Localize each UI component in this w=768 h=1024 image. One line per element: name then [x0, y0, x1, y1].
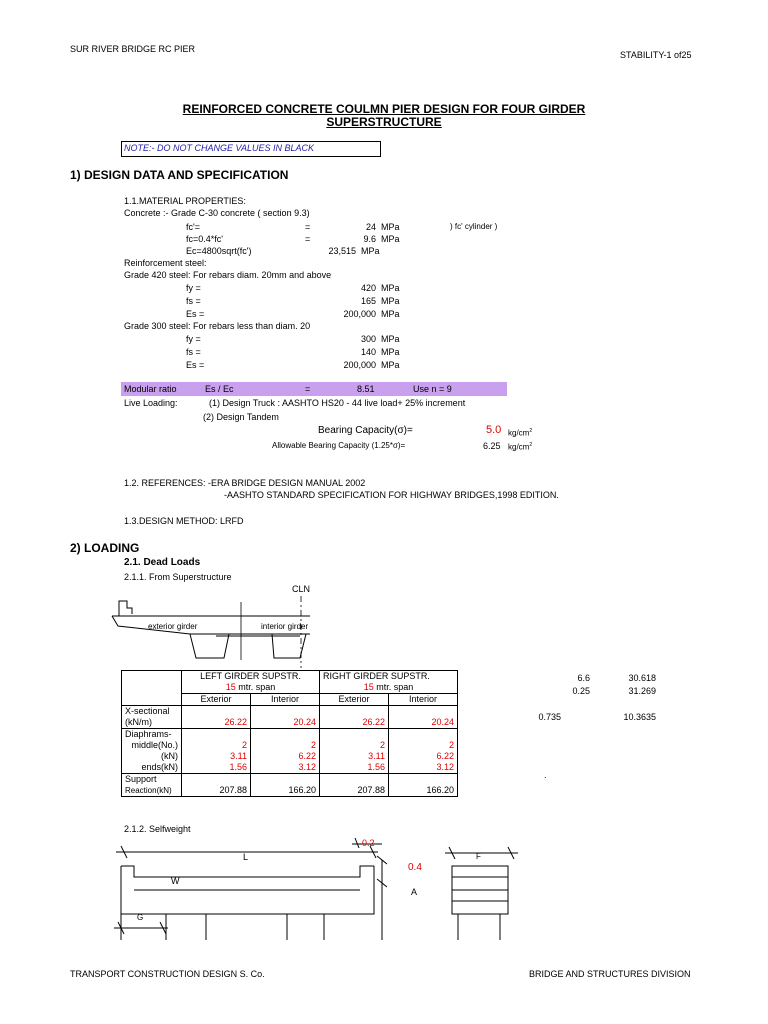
bearing-value: 5.0 [486, 424, 502, 436]
dim-0-2: 0.2 [362, 838, 375, 848]
left-girder-head: LEFT GIRDER SUPSTR. [182, 671, 320, 683]
doc-title-line1: REINFORCED CONCRETE COULMN PIER DESIGN FOR FOUR GIRDER [182, 102, 586, 116]
header-left: SUR RIVER BRIDGE RC PIER [70, 44, 196, 54]
g420-es-value: 200,000 [343, 309, 376, 319]
g420-title: Grade 420 steel: For rebars diam. 20mm and above [124, 270, 332, 280]
xsec-right-ext: 26.22 [320, 717, 389, 729]
g420-fs-value: 165 [360, 296, 376, 306]
allow-bearing-unit: $kg/cm^2$ [508, 442, 533, 452]
g420-fy-label: fy = [186, 283, 201, 293]
g300-title: Grade 300 steel: For rebars less than diam. 20 [124, 321, 311, 331]
reference-2: -AASHTO STANDARD SPECIFICATION FOR HIGHWAY BRIDGES,1998 EDITION. [224, 490, 559, 500]
section2-heading: 2) LOADING [70, 541, 140, 555]
label-A: A [411, 887, 418, 897]
support-4: 166.20 [389, 785, 458, 797]
reference-1: 1.2. REFERENCES: -ERA BRIDGE DESIGN MANUAL 2002 [124, 478, 366, 488]
allow-bearing-value: 6.25 [483, 441, 501, 451]
g300-es-unit: MPa [381, 360, 400, 370]
fc-note: ) fc' cylinder ) [450, 222, 498, 231]
side-value-1b: 30.618 [628, 673, 656, 683]
selfweight-title: 2.1.2. Selfweight [124, 824, 191, 834]
label-F: F [476, 852, 481, 861]
live-loading-2: (2) Design Tandem [203, 412, 279, 422]
g300-fy-unit: MPa [381, 334, 400, 344]
support-label-2: Reaction(kN) [122, 785, 182, 797]
dia-no-4: 2 [389, 740, 458, 751]
live-loading-1: (1) Design Truck : AASHTO HS20 - 44 live load+ 25% increment [209, 398, 466, 408]
fc-value: 24 [365, 222, 376, 232]
note-text: NOTE:- DO NOT CHANGE VALUES IN BLACK [124, 143, 315, 153]
allow-bearing-label: Allowable Bearing Capacity (1.25*σ)= [272, 441, 406, 450]
dim-0-4: 0.4 [408, 862, 422, 873]
material-title: 1.1.MATERIAL PROPERTIES: [124, 196, 246, 206]
fc-label: fc'= [186, 222, 200, 232]
g420-es-unit: MPa [381, 309, 400, 319]
from-superstructure: 2.1.1. From Superstructure [124, 572, 232, 582]
g420-fs-label: fs = [186, 296, 201, 306]
fc-allow-unit: MPa [381, 234, 400, 244]
g300-es-value: 200,000 [343, 360, 376, 370]
support-1: 207.88 [182, 785, 251, 797]
section1-heading: 1) DESIGN DATA AND SPECIFICATION [70, 168, 289, 182]
g300-fs-unit: MPa [381, 347, 400, 357]
dia-label-1: Diaphrams- [122, 729, 182, 741]
dia-label-4: ends(kN) [122, 762, 182, 774]
xsec-label: X-sectional [122, 706, 182, 718]
dia-kn-3: 3.11 [320, 751, 389, 762]
footer-right: BRIDGE AND STRUCTURES DIVISION [529, 969, 691, 979]
doc-title-line2: SUPERSTRUCTURE [326, 115, 442, 129]
fc-allow-value: 9.6 [363, 234, 376, 244]
reinf-title: Reinforcement steel: [124, 258, 207, 268]
header-right: STABILITY-1 of25 [620, 50, 692, 60]
dead-loads-title: 2.1. Dead Loads [124, 557, 201, 568]
live-loading-label: Live Loading: [124, 398, 178, 408]
design-method: 1.3.DESIGN METHOD: LRFD [124, 516, 244, 526]
concrete-line: Concrete :- Grade C-30 concrete ( section 9.3) [124, 208, 310, 218]
fc-allow-label: fc=0.4*fc' [186, 234, 223, 244]
side-value-3b: 10.3635 [623, 712, 656, 722]
bearing-unit: $kg/cm^2$ [508, 428, 533, 438]
g300-es-label: Es = [186, 360, 205, 370]
dia-kn-4: 6.22 [389, 751, 458, 762]
g300-fy-value: 300 [360, 334, 376, 344]
exterior-girder-label: exterior girder [148, 622, 198, 631]
side-value-3a: 0.735 [538, 712, 561, 722]
g420-es-label: Es = [186, 309, 205, 319]
xsec-unit: (kN/m) [122, 717, 182, 729]
side-value-2a: 0.25 [572, 686, 590, 696]
dia-ends-4: 3.12 [389, 762, 458, 774]
g300-fy-label: fy = [186, 334, 201, 344]
col-left-exterior: Exterior [182, 694, 251, 706]
col-left-interior: Interior [251, 694, 320, 706]
modular-label: Modular ratio [124, 384, 177, 394]
modular-eq: = [305, 384, 311, 394]
xsec-right-int: 20.24 [389, 717, 458, 729]
fc-unit: MPa [381, 222, 400, 232]
ec-label: Ec=4800sqrt(fc') [186, 246, 252, 256]
right-girder-head: RIGHT GIRDER SUPSTR. [320, 671, 458, 683]
label-G: G [137, 913, 144, 922]
dia-ends-2: 3.12 [251, 762, 320, 774]
left-span: 15 mtr. span [182, 682, 320, 694]
side-value-1a: 6.6 [577, 673, 590, 683]
bearing-label: Bearing Capacity(σ)= [318, 425, 413, 436]
side-value-2b: 31.269 [628, 686, 656, 696]
support-2: 166.20 [251, 785, 320, 797]
fc-eq: = [305, 222, 311, 232]
modular-use: Use n = 9 [413, 384, 452, 394]
interior-girder-label: interior girder [261, 622, 309, 631]
col-right-interior: Interior [389, 694, 458, 706]
dia-no-1: 2 [182, 740, 251, 751]
dia-kn-1: 3.11 [182, 751, 251, 762]
xsec-left-int: 20.24 [251, 717, 320, 729]
dia-ends-3: 1.56 [320, 762, 389, 774]
support-3: 207.88 [320, 785, 389, 797]
g420-fy-value: 420 [360, 283, 376, 293]
ec-value: 23,515 [328, 246, 356, 256]
ec-unit: MPa [361, 246, 380, 256]
label-L: L [243, 852, 249, 862]
support-label-1: Support [122, 774, 182, 786]
cln-label: CLN [292, 584, 311, 594]
dia-label-2: middle(No.) [122, 740, 182, 751]
modular-value: 8.51 [357, 384, 375, 394]
g300-fs-label: fs = [186, 347, 201, 357]
right-span: 15 mtr. span [320, 682, 458, 694]
dia-ends-1: 1.56 [182, 762, 251, 774]
dia-no-3: 2 [320, 740, 389, 751]
g420-fs-unit: MPa [381, 296, 400, 306]
xsec-left-ext: 26.22 [182, 717, 251, 729]
dia-no-2: 2 [251, 740, 320, 751]
g300-fs-value: 140 [360, 347, 376, 357]
dia-label-3: (kN) [122, 751, 182, 762]
g420-fy-unit: MPa [381, 283, 400, 293]
col-right-exterior: Exterior [320, 694, 389, 706]
footer-left: TRANSPORT CONSTRUCTION DESIGN S. Co. [70, 969, 265, 979]
fc-allow-eq: = [305, 234, 311, 244]
modular-expr: Es / Ec [205, 384, 234, 394]
stray-dot: . [544, 770, 547, 780]
dia-kn-2: 6.22 [251, 751, 320, 762]
label-W: W [171, 876, 180, 886]
